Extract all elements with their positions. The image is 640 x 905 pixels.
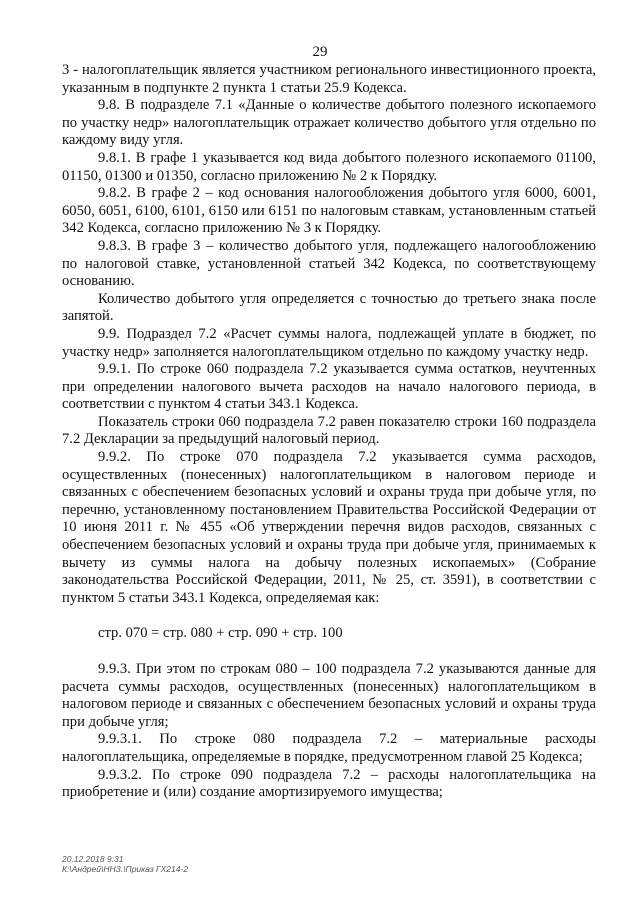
paragraph: 9.9.1. По строке 060 подраздела 7.2 указывается сумма остатков, неучтенных при определении налогового вычета расходов на начало налогового периода, в соответствии с пунктом 4 статьи 343.1 Кодекса. xyxy=(62,361,596,413)
paragraph: Количество добытого угля определяется с точностью до третьего знака после запятой. xyxy=(62,290,596,325)
paragraph: 3 - налогоплательщик является участником регионального инвестиционного проекта, указанным в подпункте 2 пункта 1 статьи 25.9 Кодекса. xyxy=(62,62,596,96)
file-stamp-footer xyxy=(62,854,188,874)
paragraph: 9.8.1. В графе 1 указывается код вида добытого полезного ископаемого 01100, 01150, 01300 и 01350, согласно приложению № 2 к Порядку. xyxy=(62,149,596,184)
paragraph: 9.9.3. При этом по строкам 080 – 100 подраздела 7.2 указываются данные для расчета суммы расходов, осуществленных (понесенных) налогоплательщиком в налоговом периоде и связанных с обеспечением безопасных условий и охраны труда при добыче угля; xyxy=(62,661,596,730)
paragraph: 9.8.3. В графе 3 – количество добытого угля, подлежащего налогообложению по налоговой ставке, установленной статьей 342 Кодекса, по соответствующему основанию. xyxy=(62,237,596,290)
paragraph: 9.9. Подраздел 7.2 «Расчет суммы налога, подлежащей уплате в бюджет, по участку недр» заполняется налогоплательщиком отдельно по каждому участку недр. xyxy=(62,325,596,360)
paragraph: 9.9.3.2. По строке 090 подраздела 7.2 – расходы налогоплательщика на приобретение и (или) создание амортизируемого имущества; xyxy=(62,766,596,801)
paragraph: 9.9.2. По строке 070 подраздела 7.2 указывается сумма расходов, осуществленных (понесенных) налогоплательщиком в налоговом периоде и связанных с обеспечением безопасных условий и охраны труда при добыче угля, по перечню, установленному постановлением Правительства Российской Федерации от 10 июня 2011 г. № 455 «Об утверждении перечня видов расходов, связанных с обеспечением безопасных условий и охраны труда при добыче угля, принимаемых к вычету из суммы налога на добычу полезных ископаемых» (Собрание законодательства Российской Федерации, 2011, № 25, ст. 3591), в соответствии с пунктом 5 статьи 343.1 Кодекса, определяемая как: xyxy=(62,449,596,606)
document-body xyxy=(62,62,596,802)
footer-file-path: К:\Андрей\ННЗ.\Приказ ГХ214-2 xyxy=(62,864,189,874)
footer-timestamp: 20.12.2018 9:31 xyxy=(62,854,124,864)
paragraph: 9.9.3.1. По строке 080 подраздела 7.2 – материальные расходы налогоплательщика, определяемые в порядке, предусмотренном главой 25 Кодекса; xyxy=(62,731,596,765)
paragraph: 9.8.2. В графе 2 – код основания налогообложения добытого угля 6000, 6001, 6050, 6051, 6100, 6101, 6150 или 6151 по налоговым ставкам, установленным статьей 342 Кодекса, согласно приложению № 3 к Порядку. xyxy=(62,185,596,237)
paragraph: 9.8. В подразделе 7.1 «Данные о количестве добытого полезного ископаемого по участку недр» налогоплательщик отражает количество добытого угля отдельно по каждому виду угля. xyxy=(62,97,596,149)
page-number: 29 xyxy=(312,44,328,60)
paragraph: Показатель строки 060 подраздела 7.2 равен показателю строки 160 подраздела 7.2 Декларации за предыдущий налоговый период. xyxy=(62,413,596,448)
formula: стр. 070 = стр. 080 + стр. 090 + стр. 100 xyxy=(98,625,343,642)
